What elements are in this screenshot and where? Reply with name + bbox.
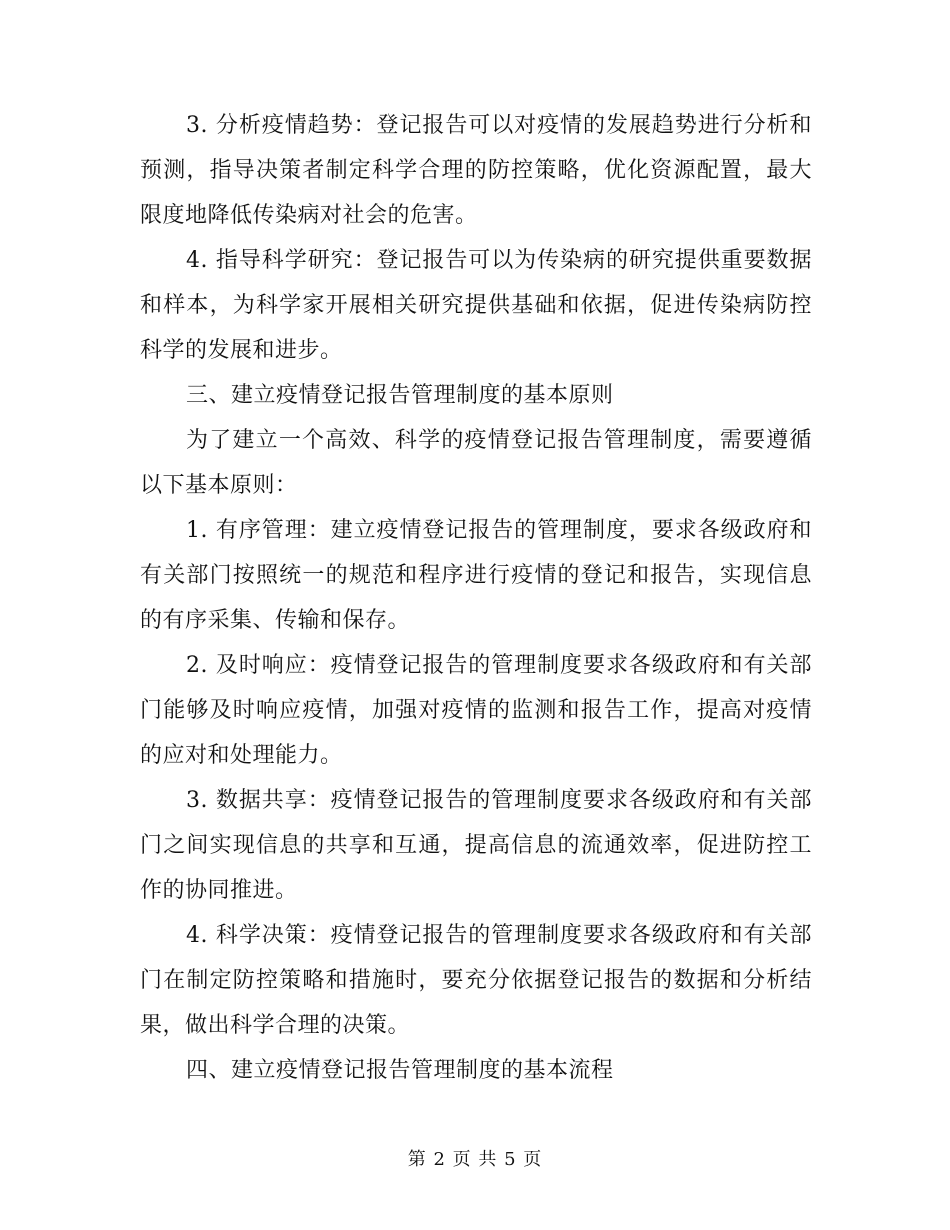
- paragraph-guide-research: 4. 指导科学研究：登记报告可以为传染病的研究提供重要数据和样本，为科学家开展相关研究提供基础和依据，促进传染病防控科学的发展和进步。: [140, 248, 812, 363]
- section-heading-principles: 三、建立疫情登记报告管理制度的基本原则: [186, 383, 614, 408]
- paragraph-data-sharing: 3. 数据共享：疫情登记报告的管理制度要求各级政府和有关部门之间实现信息的共享和互通，提高信息的流通效率，促进防控工作的协同推进。: [140, 788, 812, 903]
- page-number-footer: 第 2 页 共 5 页: [407, 1149, 543, 1170]
- paragraph-scientific-decision: 4. 科学决策：疫情登记报告的管理制度要求各级政府和有关部门在制定防控策略和措施时，要充分依据登记报告的数据和分析结果，做出科学合理的决策。: [140, 923, 812, 1038]
- paragraph-principles-intro: 为了建立一个高效、科学的疫情登记报告管理制度，需要遵循以下基本原则：: [140, 428, 812, 498]
- paragraph-timely-response: 2. 及时响应：疫情登记报告的管理制度要求各级政府和有关部门能够及时响应疫情，加强对疫情的监测和报告工作，提高对疫情的应对和处理能力。: [140, 653, 812, 768]
- paragraph-analyze-trend: 3. 分析疫情趋势：登记报告可以对疫情的发展趋势进行分析和预测，指导决策者制定科学合理的防控策略，优化资源配置，最大限度地降低传染病对社会的危害。: [140, 113, 812, 228]
- paragraph-orderly-management: 1. 有序管理：建立疫情登记报告的管理制度，要求各级政府和有关部门按照统一的规范和程序进行疫情的登记和报告，实现信息的有序采集、传输和保存。: [140, 518, 812, 633]
- section-heading-process: 四、建立疫情登记报告管理制度的基本流程: [186, 1058, 614, 1083]
- document-body: [140, 103, 812, 1093]
